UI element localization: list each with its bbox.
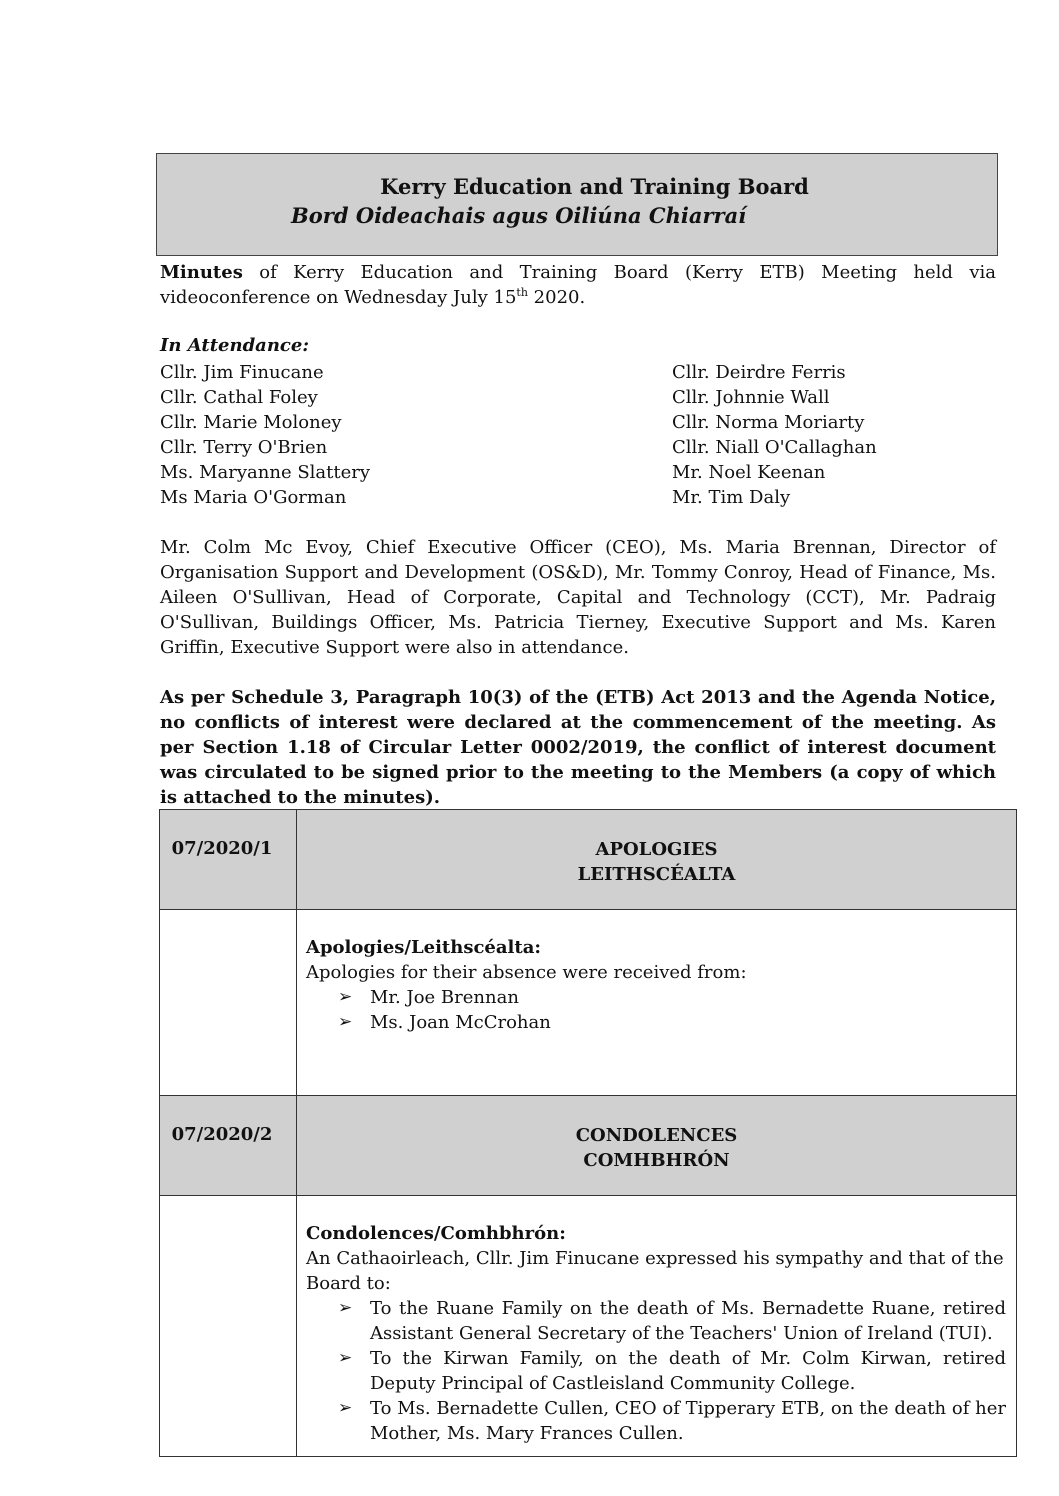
item-body-row	[160, 910, 1017, 1096]
item-title-english: APOLOGIES	[595, 839, 718, 860]
title-box	[156, 153, 998, 256]
item-ref-cell	[160, 810, 297, 910]
title-english: Kerry Education and Training Board	[380, 174, 809, 199]
minutes-text-1: of Kerry Education and Training Board (Kerry ETB) Meeting held via videoconference on Wednesday July 15	[160, 262, 996, 308]
item-ref-cell	[160, 1096, 297, 1196]
attendee: Cllr. Terry O'Brien	[160, 437, 328, 458]
list-item: ➢ To the Ruane Family on the death of Ms. Bernadette Ruane, retired Assistant General Secretary of the Teachers' Union of Ireland (TUI).	[338, 1296, 1006, 1346]
minutes-text-2: 2020.	[527, 287, 586, 308]
attendee: Ms Maria O'Gorman	[160, 487, 347, 508]
item-heading: Apologies/Leithscéalta:	[306, 937, 542, 958]
attendee: Mr. Noel Keenan	[672, 462, 826, 483]
item-body-row	[160, 1196, 1017, 1457]
attendee: Cllr. Marie Moloney	[160, 412, 342, 433]
attendee: Ms. Maryanne Slattery	[160, 462, 371, 483]
list-item: ➢ Ms. Joan McCrohan	[338, 1010, 1006, 1035]
item-ref-cell-empty	[160, 910, 297, 1096]
attendee: Mr. Tim Daly	[672, 487, 791, 508]
item-heading: Condolences/Comhbhrón:	[306, 1223, 566, 1244]
attendee: Cllr. Niall O'Callaghan	[672, 437, 877, 458]
item-intro: An Cathaoirleach, Cllr. Jim Finucane expressed his sympathy and that of the Board to:	[306, 1248, 1004, 1294]
attendee: Cllr. Deirdre Ferris	[672, 362, 846, 383]
item-header-row	[160, 810, 1017, 910]
item-ref: 07/2020/1	[171, 838, 273, 859]
attendance-right-column	[672, 360, 877, 510]
attendee: Cllr. Jim Finucane	[160, 362, 324, 383]
agenda-items-table	[159, 809, 1017, 1457]
attendance-left-column	[160, 360, 370, 510]
item-body-cell	[297, 1196, 1017, 1457]
attendee: Cllr. Norma Moriarty	[672, 412, 865, 433]
minutes-label: Minutes	[160, 262, 243, 283]
list-item: ➢ To Ms. Bernadette Cullen, CEO of Tipperary ETB, on the death of her Mother, Ms. Mary Frances Cullen.	[338, 1396, 1006, 1446]
item-intro: Apologies for their absence were received from:	[306, 962, 747, 983]
attendee: Cllr. Johnnie Wall	[672, 387, 830, 408]
minutes-paragraph	[160, 260, 996, 310]
staff-attendance-paragraph: Mr. Colm Mc Evoy, Chief Executive Officer (CEO), Ms. Maria Brennan, Director of Organisation Support and Development (OS&D), Mr. Tommy Conroy, Head of Finance, Ms. Aileen O'Sullivan, Head of Corporate, Capital and Technology (CCT), Mr. Padraig O'Sullivan, Buildings Officer, Ms. Patricia Tierney, Executive Support and Ms. Karen Griffin, Executive Support were also in attendance.	[160, 537, 996, 658]
minutes-ordinal-suffix: th	[516, 286, 528, 299]
item-title-cell	[297, 810, 1017, 910]
item-ref: 07/2020/2	[171, 1124, 273, 1145]
condolences-list	[306, 1296, 1006, 1446]
item-title-irish: LEITHSCÉALTA	[577, 864, 736, 885]
attendance-heading: In Attendance:	[160, 335, 309, 356]
list-item: ➢ To the Kirwan Family, on the death of Mr. Colm Kirwan, retired Deputy Principal of Castleisland Community College.	[338, 1346, 1006, 1396]
item-body-cell	[297, 910, 1017, 1096]
list-item: ➢ Mr. Joe Brennan	[338, 985, 1006, 1010]
item-header-row	[160, 1096, 1017, 1196]
item-title-cell	[297, 1096, 1017, 1196]
title-irish: Bord Oideachais agus Oiliúna Chiarraí	[291, 203, 747, 228]
conflict-of-interest-paragraph: As per Schedule 3, Paragraph 10(3) of the (ETB) Act 2013 and the Agenda Notice, no conflicts of interest were declared at the commencement of the meeting. As per Section 1.18 of Circular Letter 0002/2019, the conflict of interest document was circulated to be signed prior to the meeting to the Members (a copy of which is attached to the minutes).	[160, 687, 996, 808]
apologies-list	[306, 985, 1006, 1035]
attendee: Cllr. Cathal Foley	[160, 387, 318, 408]
item-ref-cell-empty	[160, 1196, 297, 1457]
item-title-english: CONDOLENCES	[575, 1125, 738, 1146]
item-title-irish: COMHBHRÓN	[583, 1150, 730, 1171]
